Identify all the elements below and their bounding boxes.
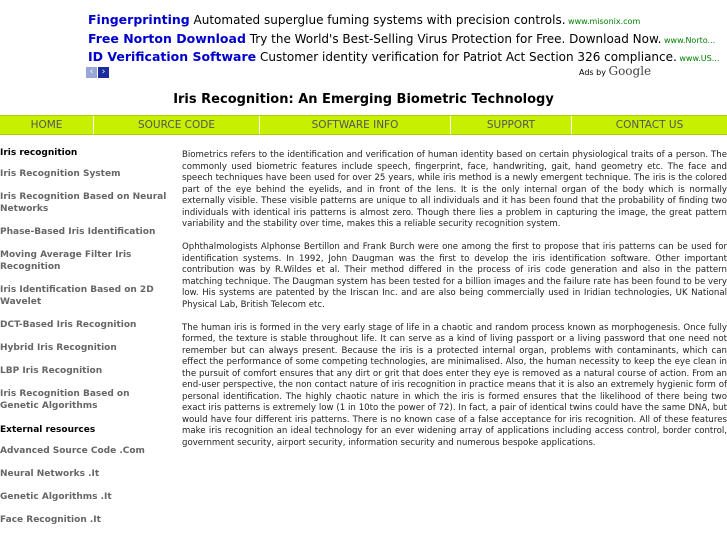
google-logo: Google (608, 64, 652, 78)
sidebar (0, 146, 170, 537)
page-title: Iris Recognition: An Emerging Biometric Technology (173, 92, 554, 107)
sidebar-link[interactable]: LBP Iris Recognition (0, 366, 103, 376)
ad-item (88, 29, 716, 48)
ad-text: Automated superglue fuming systems with precision controls. (189, 13, 566, 27)
sidebar-link[interactable]: Iris Identification Based on 2D Wavelet (0, 285, 154, 307)
sidebar-link[interactable]: DCT-Based Iris Recognition (0, 320, 137, 330)
nav-source-code[interactable]: SOURCE CODE (94, 116, 260, 134)
external-link[interactable]: Advanced Source Code .Com (0, 446, 145, 456)
sidebar-link[interactable]: Iris Recognition System (0, 169, 121, 179)
ad-url[interactable]: www.misonix.com (565, 17, 641, 26)
external-link[interactable]: Neural Networks .It (0, 469, 100, 479)
nav-support[interactable]: SUPPORT (451, 116, 572, 134)
chevron-right-icon[interactable]: › (98, 67, 109, 78)
sidebar-link[interactable]: Hybrid Iris Recognition (0, 343, 117, 353)
sidebar-link[interactable]: Moving Average Filter Iris Recognition (0, 250, 132, 272)
ad-text: Customer identity verification for Patriot Act Section 326 compliance. (256, 50, 677, 64)
nav-home[interactable]: HOME (0, 116, 94, 134)
ad-title-link[interactable]: Fingerprinting (88, 12, 190, 27)
ad-pager (86, 67, 110, 86)
ad-text: Try the World's Best-Selling Virus Protection for Free. Download Now. (245, 31, 662, 46)
sidebar-heading: Iris recognition (0, 148, 78, 158)
ad-item (88, 10, 648, 29)
ad-title-link[interactable]: ID Verification Software (88, 49, 257, 64)
article-paragraph: Ophthalmologists Alphonse Bertillon and Frank Burch were one among the first to propose that iris patterns can be used for identification systems. In 1992, John Daugman was the first to develop the iris identification software. Other important contribution was by R.Wildes et al. Their method differed in the process of iris code generation and also in the pattern matching technique. The Daugman system has been tested for a billion images and the failure rate has been found to be very low. His systems are patented by the Iriscan Inc. and are also being commercially used in Iridian technologies, UK National Physical Lab, British Telecom etc. (182, 242, 727, 310)
external-link[interactable]: Face Recognition .It (0, 515, 101, 525)
sidebar-link[interactable]: Iris Recognition Based on Genetic Algorithms (0, 389, 130, 411)
nav-contact-us[interactable]: CONTACT US (615, 119, 684, 131)
article-paragraph: Biometrics refers to the identification and verification of human identity based on certain physiological traits of a person. The commonly used biometric features include speech, fingerprint, face, handwriting, gait, hand geometry etc. The face and speech techniques have been used for over 25 years, while iris method is a newly emergent technique. The iris is the colored part of the eye behind the eyelids, and in front of the lens. It is the only internal organ of the body which is normally externally visible. These visible patterns are unique to all individuals and it has been found that the probability of finding two individuals with identical iris patterns is almost zero. Though there lies a problem in capturing the image, the great pattern variability and the stability over time, makes this a reliable security recognition system. (182, 150, 727, 229)
ad-title-link[interactable]: Free Norton Download (88, 30, 246, 46)
ad-block (88, 10, 720, 66)
ads-by-google-link[interactable] (579, 64, 651, 78)
ad-url[interactable]: www.Norto... (661, 35, 716, 45)
ads-by-label: Ads by (579, 68, 609, 77)
article-body (182, 150, 727, 461)
main-nav (0, 115, 727, 135)
external-resources-heading: External resources (0, 425, 96, 435)
ad-url[interactable]: www.US... (676, 54, 720, 63)
external-link[interactable]: Genetic Algorithms .It (0, 492, 112, 502)
ad-item (88, 47, 720, 66)
sidebar-link[interactable]: Iris Recognition Based on Neural Networks (0, 192, 167, 214)
sidebar-link[interactable]: Phase-Based Iris Identification (0, 227, 156, 237)
nav-software-info[interactable]: SOFTWARE INFO (260, 116, 451, 134)
chevron-left-icon[interactable]: ‹ (86, 67, 97, 78)
article-paragraph: The human iris is formed in the very early stage of life in a chaotic and random process known as morphogenesis. Once fully formed, the texture is stable throughout life. It can serve as a kind of living passport or a living password that one need not remember but can always present. Because the iris is a protected internal organ, problems with contaminants, which can effect the performance of some competing technologies, are minimalised. Also, the human necessity to keep the eye clean in the pursuit of comfort ensures that any dirt or grit that does enter they eye is removed as a natural course of action. From an end-user perspective, the non contact nature of iris recognition in practice means that it is also an extremely hygienic form of personal identification. The highly chaotic nature in which the iris is formed ensures that the likelihood of there being two exact iris patterns is extremely low (1 in 10to the power of 72). In fact, a pair of identical twins could have the same DNA, but would have four different iris patterns. There is no known case of a false acceptance for iris recognition. All of these features make iris recognition an ideal technology for an ever widening array of applications including access control, border control, government security, airport security, information security and numerous bespoke applications. (182, 322, 727, 448)
